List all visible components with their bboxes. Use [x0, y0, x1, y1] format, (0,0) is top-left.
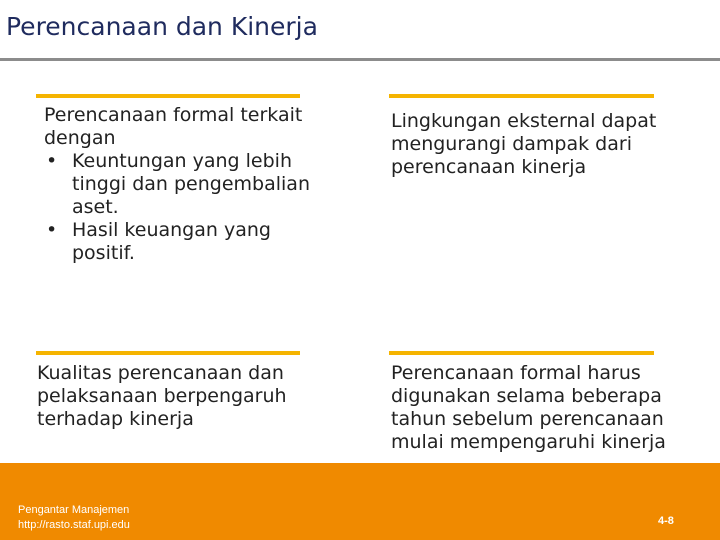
- page-number: 4-8: [658, 515, 674, 527]
- quadrant-bottom-right: [391, 362, 691, 454]
- footer-bar: [0, 463, 720, 540]
- footer-course-name: Pengantar Manajemen: [18, 504, 130, 516]
- quadrant-top-left-intro: Perencanaan formal terkait dengan: [44, 104, 303, 149]
- list-item: • Keuntungan yang lebih tinggi dan pengembalian aset.: [44, 150, 314, 219]
- accent-bar-bottom-right: [389, 351, 654, 355]
- accent-bar-bottom-left: [36, 351, 300, 355]
- quadrant-bottom-right-text: Perencanaan formal harus digunakan selama beberapa tahun sebelum perencanaan mulai mempengaruhi kinerja: [391, 362, 666, 453]
- quadrant-bottom-left: [37, 362, 307, 431]
- quadrant-bottom-left-text: Kualitas perencanaan dan pelaksanaan berpengaruh terhadap kinerja: [37, 362, 287, 430]
- slide-title: Perencanaan dan Kinerja: [6, 12, 318, 41]
- title-divider: [0, 58, 720, 61]
- accent-bar-top-right: [389, 94, 654, 98]
- quadrant-top-right-text: Lingkungan eksternal dapat mengurangi dampak dari perencanaan kinerja: [391, 110, 657, 178]
- footer-url: http://rasto.staf.upi.edu: [18, 519, 130, 531]
- footer-credits: [18, 503, 130, 533]
- list-item: • Hasil keuangan yang positif.: [44, 219, 314, 265]
- quadrant-top-left-list: [44, 150, 314, 265]
- accent-bar-top-left: [36, 94, 300, 98]
- quadrant-top-left: [44, 104, 314, 265]
- quadrant-top-right: [391, 110, 681, 179]
